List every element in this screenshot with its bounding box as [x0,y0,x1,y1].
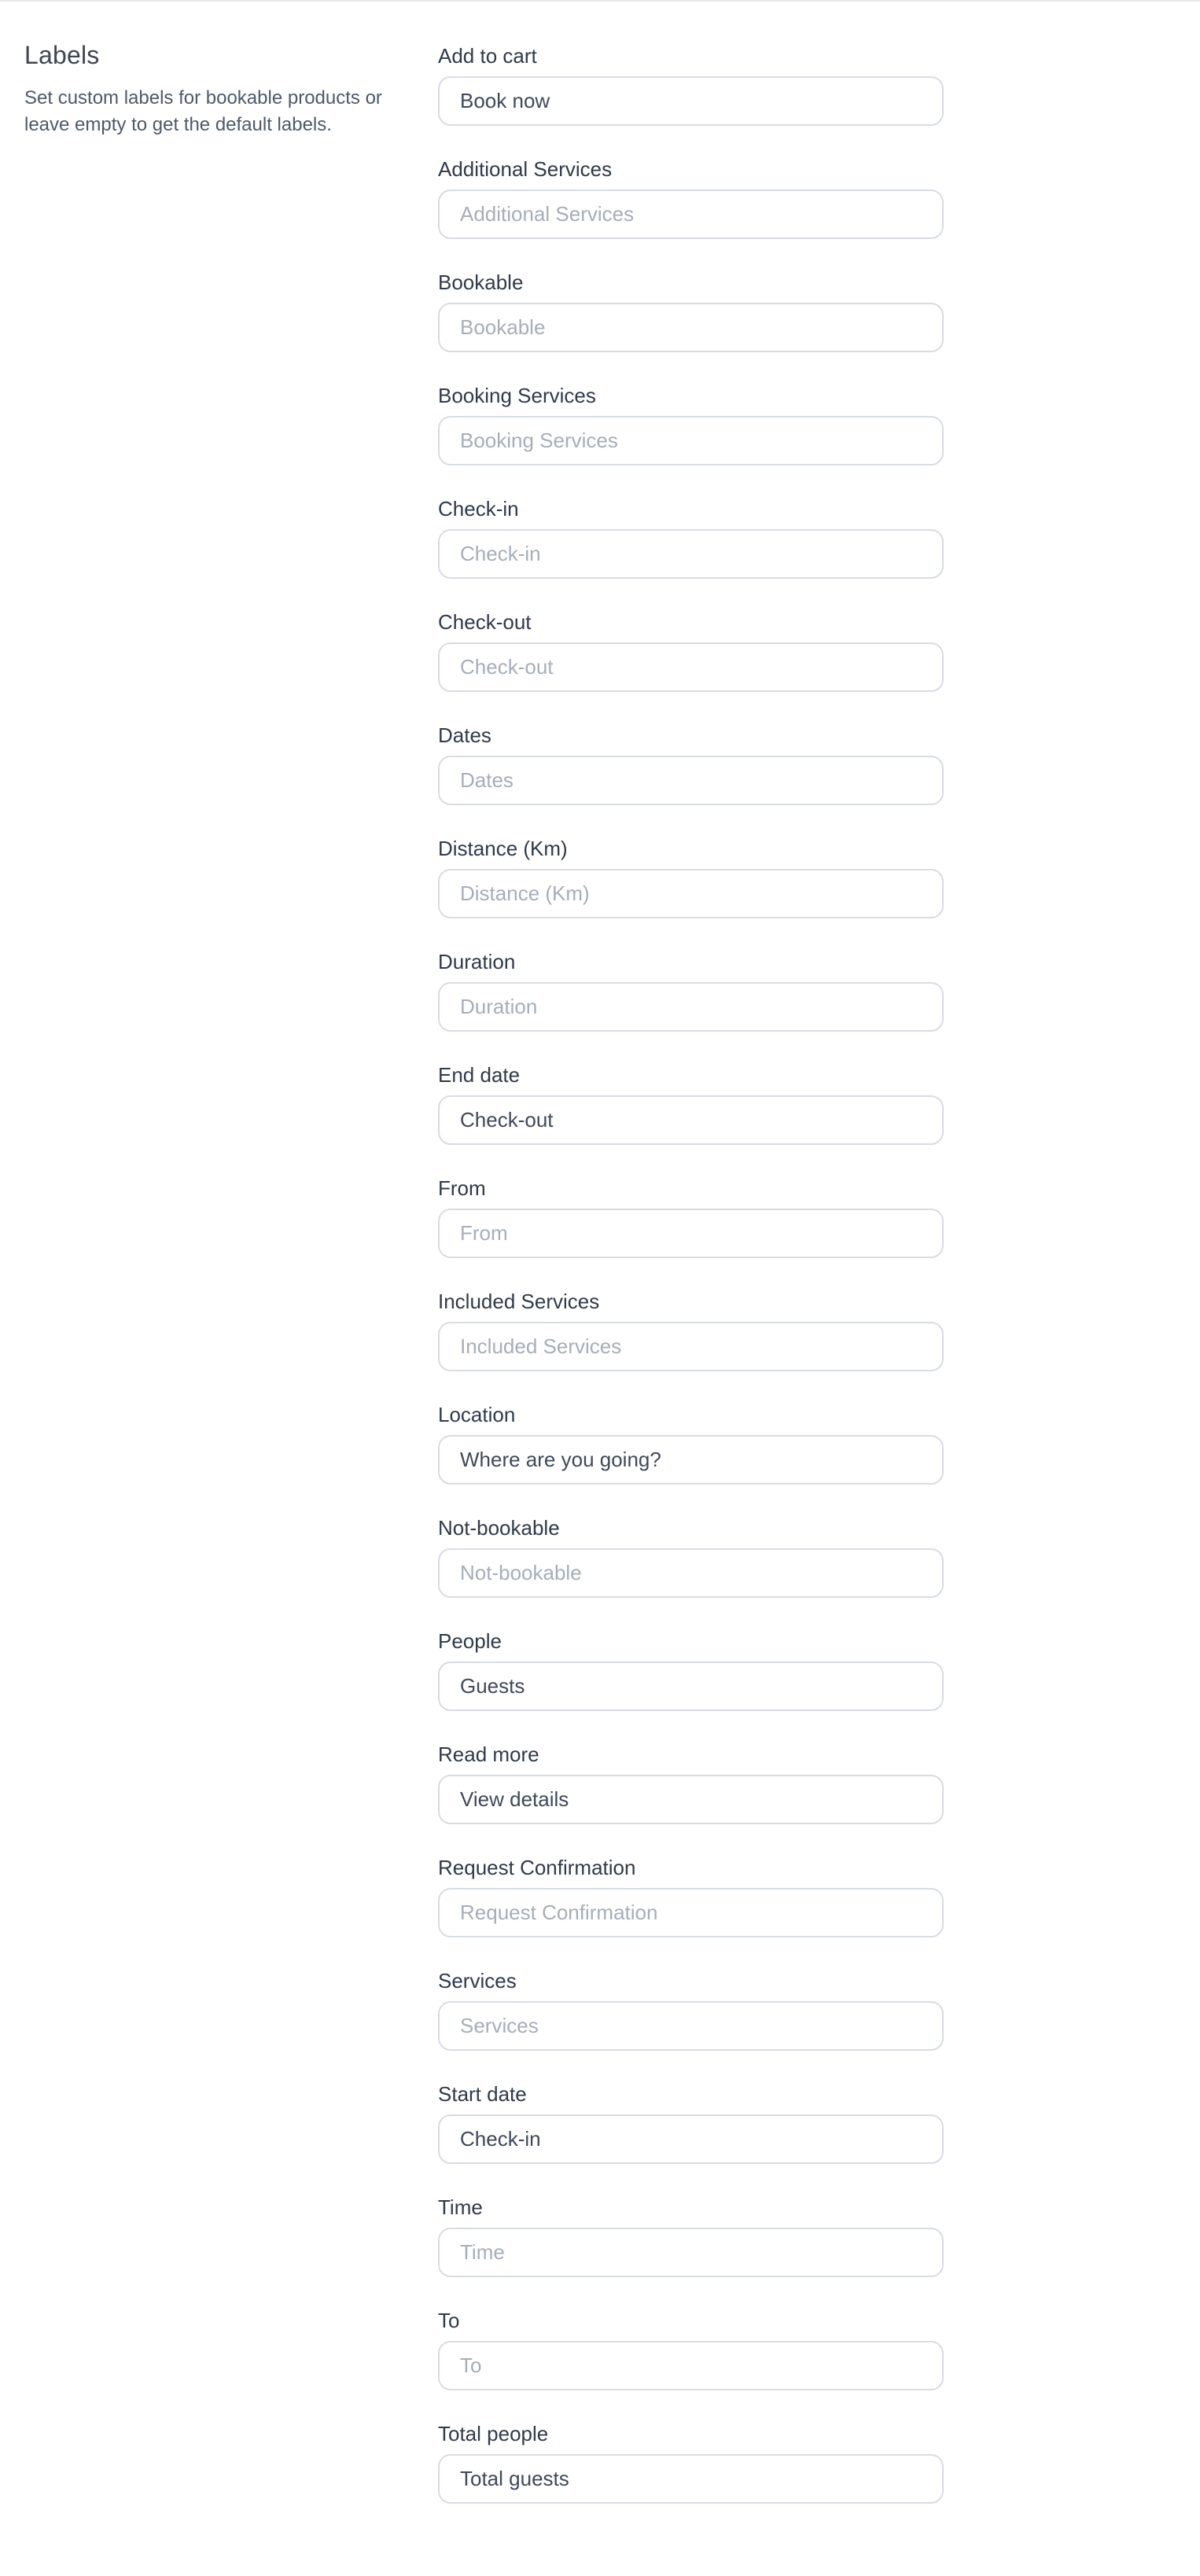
field-label-request-confirmation: Request Confirmation [438,1856,636,1879]
field-request-confirmation [438,1853,944,1938]
field-input-duration[interactable] [438,982,944,1032]
labels-settings-section [0,2,1200,2533]
field-label-check-out: Check-out [438,610,532,634]
field-label-people: People [438,1629,502,1653]
field-total-people [438,2420,944,2504]
field-input-distance-km[interactable] [438,869,944,918]
section-intro [24,38,418,138]
field-from [438,1174,944,1258]
field-end-date [438,1061,944,1145]
field-input-check-in[interactable] [438,529,944,579]
field-input-not-bookable[interactable] [438,1548,944,1598]
field-label-location: Location [438,1403,516,1426]
field-input-request-confirmation[interactable] [438,1888,944,1938]
field-included-services [438,1287,944,1371]
field-additional-services [438,155,944,239]
field-input-from[interactable] [438,1209,944,1258]
field-location [438,1400,944,1485]
field-label-duration: Duration [438,950,516,973]
field-input-time[interactable] [438,2228,944,2277]
field-label-to: To [438,2309,460,2332]
field-label-booking-services: Booking Services [438,384,596,407]
field-booking-services [438,381,944,466]
field-input-additional-services[interactable] [438,190,944,239]
field-label-add-to-cart: Add to cart [438,44,537,68]
field-input-total-people[interactable] [438,2454,944,2504]
field-label-services: Services [438,1969,517,1993]
field-label-read-more: Read more [438,1742,539,1766]
field-add-to-cart [438,42,944,126]
field-input-read-more[interactable] [438,1775,944,1824]
field-people [438,1627,944,1711]
field-start-date [438,2080,944,2164]
field-input-add-to-cart[interactable] [438,76,944,126]
field-input-check-out[interactable] [438,642,944,692]
field-distance-km [438,834,944,918]
field-input-to[interactable] [438,2341,944,2390]
field-label-from: From [438,1176,486,1200]
field-label-check-in: Check-in [438,497,519,521]
field-label-total-people: Total people [438,2422,549,2445]
field-label-not-bookable: Not-bookable [438,1516,560,1540]
field-label-dates: Dates [438,723,491,747]
field-not-bookable [438,1514,944,1598]
field-input-people[interactable] [438,1662,944,1711]
section-description: Set custom labels for bookable products or leave empty to get the default labels. [24,87,382,135]
field-label-distance-km: Distance (Km) [438,837,568,860]
field-label-end-date: End date [438,1063,521,1087]
field-label-start-date: Start date [438,2082,527,2106]
field-duration [438,948,944,1032]
field-read-more [438,1740,944,1824]
field-input-booking-services[interactable] [438,416,944,466]
field-input-included-services[interactable] [438,1322,944,1371]
field-label-time: Time [438,2195,483,2219]
field-label-additional-services: Additional Services [438,157,613,181]
field-to [438,2306,944,2390]
field-input-dates[interactable] [438,756,944,805]
field-time [438,2193,944,2277]
field-bookable [438,268,944,352]
field-input-bookable[interactable] [438,303,944,352]
labels-form [438,38,944,2533]
field-label-bookable: Bookable [438,270,524,294]
field-input-end-date[interactable] [438,1095,944,1145]
section-title: Labels [24,41,100,69]
field-check-in [438,495,944,579]
field-input-location[interactable] [438,1435,944,1485]
field-input-start-date[interactable] [438,2114,944,2164]
field-services [438,1967,944,2051]
field-check-out [438,608,944,692]
field-dates [438,721,944,805]
field-label-included-services: Included Services [438,1290,600,1313]
field-input-services[interactable] [438,2001,944,2051]
